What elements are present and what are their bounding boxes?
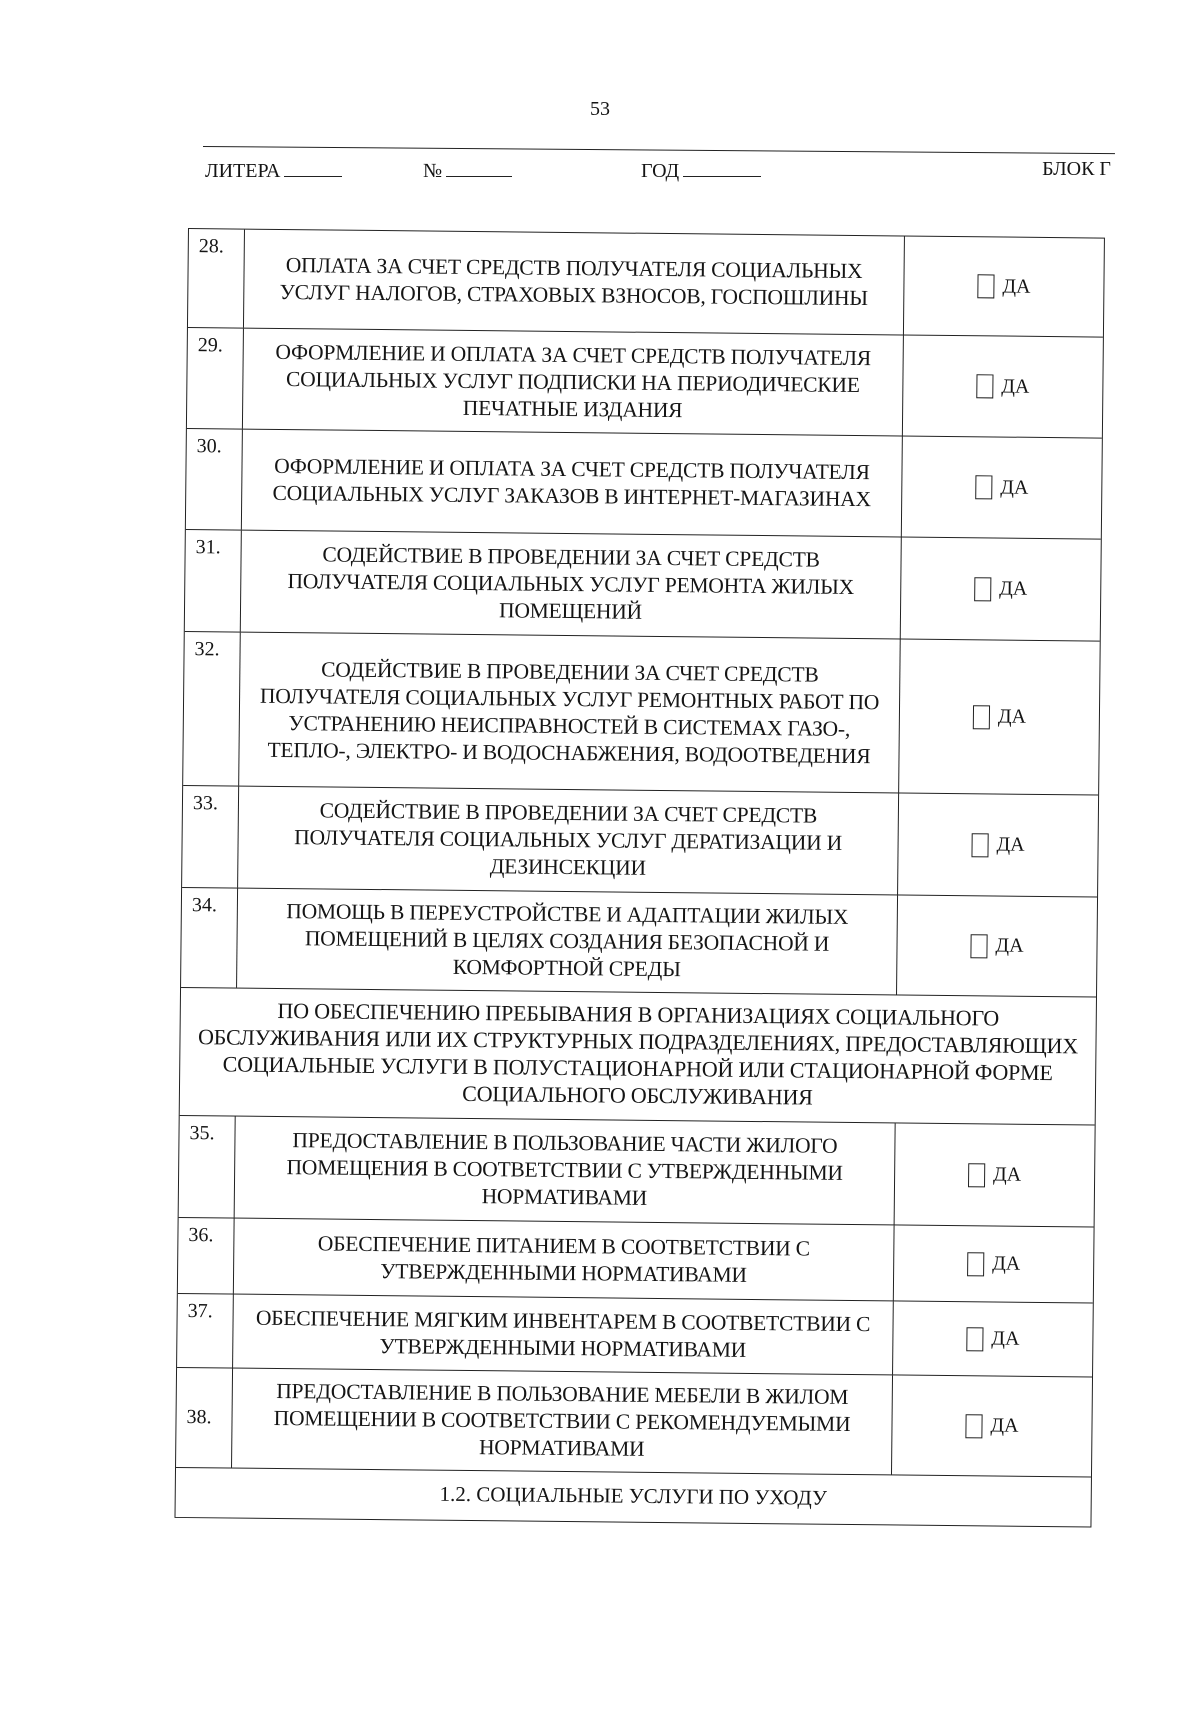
answer-label: ДА	[997, 705, 1027, 728]
answer-cell	[899, 639, 1100, 794]
row-number: 38.	[176, 1368, 233, 1468]
table-row	[188, 229, 1104, 337]
row-number: 35.	[179, 1116, 236, 1218]
answer-cell	[892, 1375, 1092, 1476]
answer-label: ДА	[992, 1163, 1022, 1186]
checkbox[interactable]	[976, 374, 993, 398]
services-table	[174, 228, 1104, 1528]
answer-cell	[902, 436, 1102, 538]
number-label: №	[423, 160, 443, 182]
answer-cell	[893, 1301, 1093, 1376]
answer-cell	[894, 1225, 1094, 1302]
checkbox[interactable]	[968, 1163, 985, 1187]
service-description: СОДЕЙСТВИЕ В ПРОВЕДЕНИИ ЗА СЧЕТ СРЕДСТВ ПОЛУЧАТЕЛЯ СОЦИАЛЬНЫХ УСЛУГ РЕМОНТНЫХ РАБОТ ПО УСТРАНЕНИЮ НЕИСПРАВНОСТЕЙ В СИСТЕМАХ ГАЗО-, ТЕПЛО-, ЭЛЕКТРО- И ВОДОСНАБЖЕНИЯ, ВОДООТВЕДЕНИЯ	[239, 633, 901, 793]
answer-label: ДА	[1001, 375, 1030, 398]
answer-label: ДА	[1000, 476, 1029, 499]
table-row	[186, 428, 1102, 539]
answer-cell	[895, 1123, 1095, 1226]
answer-cell	[903, 336, 1103, 438]
answer-label: ДА	[996, 833, 1025, 856]
service-description: ОБЕСПЕЧЕНИЕ ПИТАНИЕМ В СООТВЕТСТВИИ С УТВЕРЖДЕННЫМИ НОРМАТИВАМИ	[234, 1219, 895, 1301]
answer-cell	[901, 537, 1101, 640]
answer-label: ДА	[999, 577, 1028, 600]
litera-blank[interactable]	[284, 158, 342, 177]
header-rule	[203, 146, 1115, 154]
checkbox[interactable]	[965, 1414, 982, 1438]
checkbox[interactable]	[973, 705, 990, 729]
row-number: 37.	[177, 1294, 234, 1368]
row-number: 29.	[187, 328, 244, 429]
page-number: 53	[590, 98, 610, 120]
checkbox[interactable]	[966, 1327, 983, 1351]
block-label: БЛОК Г	[1042, 158, 1111, 180]
answer-label: ДА	[990, 1414, 1019, 1437]
row-number: 28.	[188, 229, 245, 328]
table-row	[176, 1367, 1092, 1477]
year-field	[641, 158, 761, 183]
service-description: ПРЕДОСТАВЛЕНИЕ В ПОЛЬЗОВАНИЕ ЧАСТИ ЖИЛОГО ПОМЕЩЕНИЯ В СООТВЕТСТВИИ С УТВЕРЖДЕННЫМИ НОРМАТИВАМИ	[235, 1117, 896, 1225]
row-number: 31.	[185, 530, 242, 632]
section-heading: ПО ОБЕСПЕЧЕНИЮ ПРЕБЫВАНИЯ В ОРГАНИЗАЦИЯХ СОЦИАЛЬНОГО ОБСЛУЖИВАНИЯ ИЛИ ИХ СТРУКТУРНЫХ ПОДРАЗДЕЛЕНИЯХ, ПРЕДОСТАВЛЯЮЩИХ СОЦИАЛЬНЫЕ УСЛУГИ В ПОЛУСТАЦИОНАРНОЙ ИЛИ СТАЦИОНАРНОЙ ФОРМЕ СОЦИАЛЬНОГО ОБСЛУЖИВАНИЯ	[180, 987, 1096, 1125]
row-number: 36.	[178, 1218, 235, 1294]
service-description: ОФОРМЛЕНИЕ И ОПЛАТА ЗА СЧЕТ СРЕДСТВ ПОЛУЧАТЕЛЯ СОЦИАЛЬНЫХ УСЛУГ ЗАКАЗОВ В ИНТЕРНЕТ-МАГАЗИНАХ	[242, 430, 903, 537]
table-row	[183, 631, 1100, 795]
service-description: ПРЕДОСТАВЛЕНИЕ В ПОЛЬЗОВАНИЕ МЕБЕЛИ В ЖИЛОМ ПОМЕЩЕНИИ В СООТВЕТСТВИИ С РЕКОМЕНДУЕМЫМИ НОРМАТИВАМИ	[232, 1369, 893, 1475]
answer-label: ДА	[991, 1327, 1020, 1350]
year-label: ГОД	[641, 160, 680, 182]
service-description: ОФОРМЛЕНИЕ И ОПЛАТА ЗА СЧЕТ СРЕДСТВ ПОЛУЧАТЕЛЯ СОЦИАЛЬНЫХ УСЛУГ ПОДПИСКИ НА ПЕРИОДИЧЕСКИЕ ПЕЧАТНЫЕ ИЗДАНИЯ	[243, 329, 904, 436]
service-description: ОПЛАТА ЗА СЧЕТ СРЕДСТВ ПОЛУЧАТЕЛЯ СОЦИАЛЬНЫХ УСЛУГ НАЛОГОВ, СТРАХОВЫХ ВЗНОСОВ, ГОСПОШЛИНЫ	[244, 230, 905, 335]
table-row	[187, 327, 1103, 438]
answer-cell	[897, 895, 1097, 996]
answer-label: ДА	[1002, 275, 1031, 298]
answer-cell	[898, 793, 1098, 896]
checkbox[interactable]	[971, 833, 988, 857]
table-row	[181, 887, 1097, 997]
litera-label: ЛИТЕРА	[205, 160, 281, 182]
answer-cell	[904, 237, 1104, 337]
checkbox[interactable]	[974, 577, 991, 601]
table-row	[179, 1115, 1095, 1227]
table-row	[177, 1293, 1093, 1377]
number-field	[423, 158, 512, 183]
litera-field	[205, 158, 342, 183]
row-number: 34.	[181, 888, 238, 988]
form-header	[205, 158, 1111, 186]
number-blank[interactable]	[446, 158, 512, 177]
table-row	[182, 785, 1098, 897]
table-row	[185, 529, 1101, 641]
service-description: ОБЕСПЕЧЕНИЕ МЯГКИМ ИНВЕНТАРЕМ В СООТВЕТСТВИИ С УТВЕРЖДЕННЫМИ НОРМАТИВАМИ	[233, 1295, 894, 1375]
checkbox[interactable]	[975, 475, 992, 499]
service-description: СОДЕЙСТВИЕ В ПРОВЕДЕНИИ ЗА СЧЕТ СРЕДСТВ ПОЛУЧАТЕЛЯ СОЦИАЛЬНЫХ УСЛУГ ДЕРАТИЗАЦИИ И ДЕЗИНСЕКЦИИ	[238, 787, 899, 895]
row-number: 33.	[182, 786, 239, 888]
row-number: 32.	[183, 632, 241, 786]
service-description: СОДЕЙСТВИЕ В ПРОВЕДЕНИИ ЗА СЧЕТ СРЕДСТВ ПОЛУЧАТЕЛЯ СОЦИАЛЬНЫХ УСЛУГ РЕМОНТА ЖИЛЫХ ПОМЕЩЕНИЙ	[241, 531, 902, 639]
table-row	[178, 1217, 1094, 1303]
answer-label: ДА	[992, 1252, 1021, 1275]
checkbox[interactable]	[970, 934, 987, 958]
row-number: 30.	[186, 429, 243, 530]
subsection-heading: 1.2. СОЦИАЛЬНЫЕ УСЛУГИ ПО УХОДУ	[176, 1467, 1091, 1527]
year-blank[interactable]	[683, 158, 761, 177]
checkbox[interactable]	[977, 274, 994, 298]
service-description: ПОМОЩЬ В ПЕРЕУСТРОЙСТВЕ И АДАПТАЦИИ ЖИЛЫХ ПОМЕЩЕНИЙ В ЦЕЛЯХ СОЗДАНИЯ БЕЗОПАСНОЙ И КОМФОРТНОЙ СРЕДЫ	[237, 889, 898, 995]
checkbox[interactable]	[967, 1252, 984, 1276]
answer-label: ДА	[995, 934, 1024, 957]
